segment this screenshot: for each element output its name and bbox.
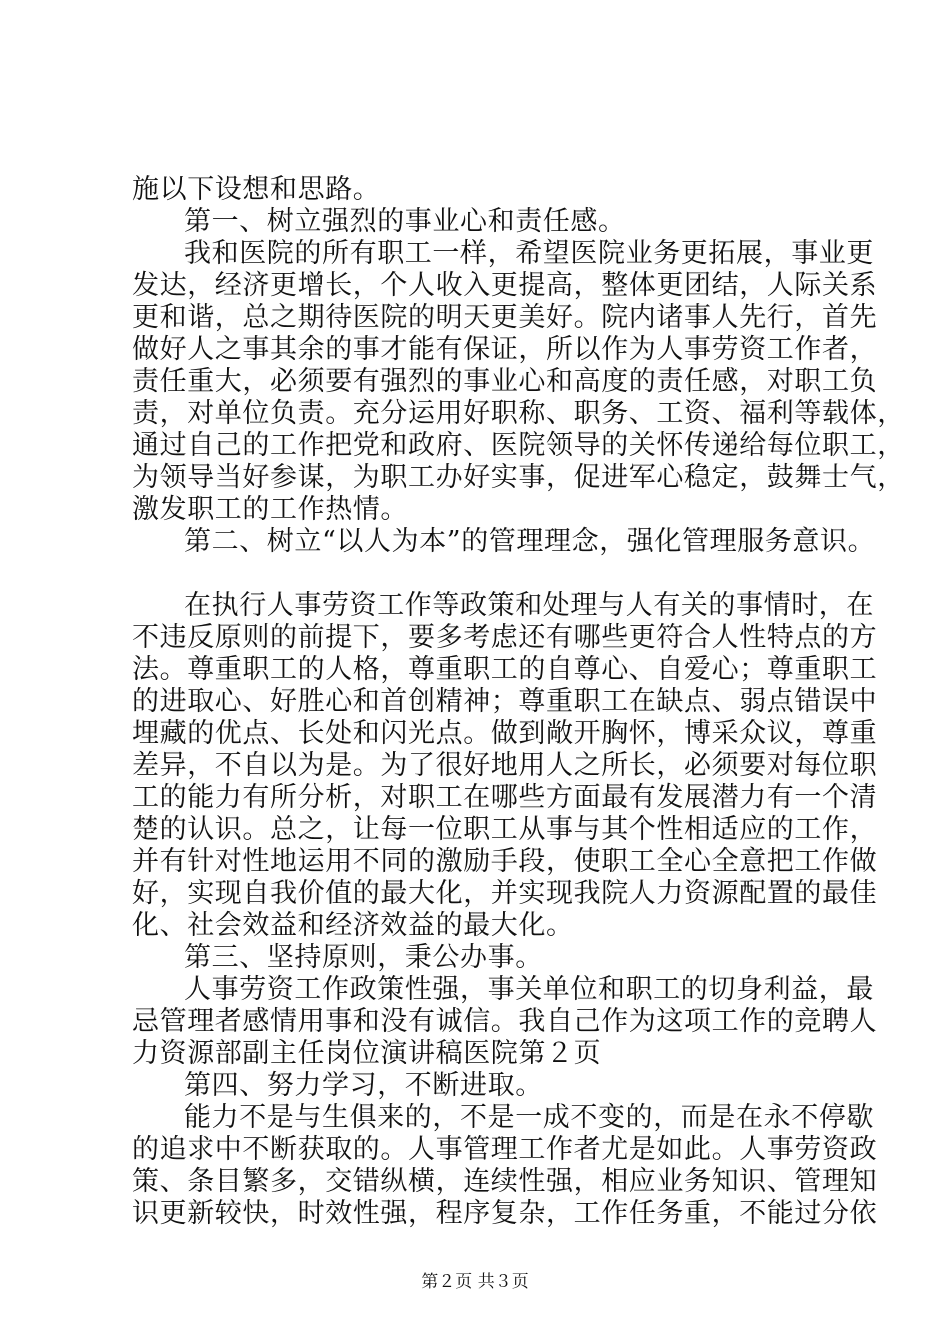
text-line: 化、社会效益和经济效益的最大化。 [132, 910, 574, 941]
section-heading: 第三、坚持原则，秉公办事。 [184, 942, 543, 973]
text-line: 施以下设想和思路。 [132, 174, 381, 205]
section-heading: 第二、树立“以人为本”的管理理念，强化管理服务意识。 [184, 526, 876, 557]
text-line: 忌管理者感情用事和没有诚信。我自己作为这项工作的竞聘人 [132, 1006, 878, 1037]
text-line: 的进取心、好胜心和首创精神；尊重职工在缺点、弱点错误中 [132, 686, 878, 717]
text-line: 通过自己的工作把党和政府、医院领导的关怀传递给每位职工， [132, 430, 905, 461]
text-line: 埋藏的优点、长处和闪光点。做到敞开胸怀，博采众议，尊重 [132, 718, 878, 749]
section-heading: 第一、树立强烈的事业心和责任感。 [184, 206, 626, 237]
text-line: 责，对单位负责。充分运用好职称、职务、工资、福利等载体， [132, 398, 905, 429]
text-line: 人事劳资工作政策性强，事关单位和职工的切身利益，最 [184, 974, 874, 1005]
text-line: 能力不是与生俱来的，不是一成不变的，而是在永不停歇 [184, 1102, 874, 1133]
text-line: 好，实现自我价值的最大化，并实现我院人力资源配置的最佳 [132, 878, 878, 909]
text-line: 差异，不自以为是。为了很好地用人之所长，必须要对每位职 [132, 750, 878, 781]
text-line: 力资源部副主任岗位演讲稿医院第２页 [132, 1038, 602, 1069]
text-line: 发达，经济更增长，个人收入更提高，整体更团结，人际关系 [132, 270, 878, 301]
text-line: 责任重大，必须要有强烈的事业心和高度的责任感，对职工负 [132, 366, 878, 397]
text-line: 激发职工的工作热情。 [132, 494, 408, 525]
section-heading: 第四、努力学习，不断进取。 [184, 1070, 543, 1101]
text-line: 工的能力有所分析，对职工在哪些方面最有发展潜力有一个清 [132, 782, 878, 813]
text-line: 的追求中不断获取的。人事管理工作者尤是如此。人事劳资政 [132, 1134, 878, 1165]
text-line: 不违反原则的前提下，要多考虑还有哪些更符合人性特点的方 [132, 622, 878, 653]
text-line: 为领导当好参谋，为职工办好实事，促进军心稳定，鼓舞士气， [132, 462, 905, 493]
text-line: 识更新较快，时效性强，程序复杂，工作任务重，不能过分依 [132, 1198, 878, 1229]
text-line: 做好人之事其余的事才能有保证，所以作为人事劳资工作者， [132, 334, 878, 365]
text-line: 我和医院的所有职工一样，希望医院业务更拓展，事业更 [184, 238, 874, 269]
text-line: 策、条目繁多，交错纵横，连续性强，相应业务知识、管理知 [132, 1166, 878, 1197]
text-line: 楚的认识。总之，让每一位职工从事与其个性相适应的工作， [132, 814, 878, 845]
text-line: 法。尊重职工的人格，尊重职工的自尊心、自爱心；尊重职工 [132, 654, 878, 685]
text-line: 在执行人事劳资工作等政策和处理与人有关的事情时，在 [184, 590, 874, 621]
text-line: 并有针对性地运用不同的激励手段，使职工全心全意把工作做 [132, 846, 878, 877]
text-line: 更和谐，总之期待医院的明天更美好。院内诸事人先行，首先 [132, 302, 878, 333]
page-footer: 第２页 共３页 [421, 1272, 529, 1292]
